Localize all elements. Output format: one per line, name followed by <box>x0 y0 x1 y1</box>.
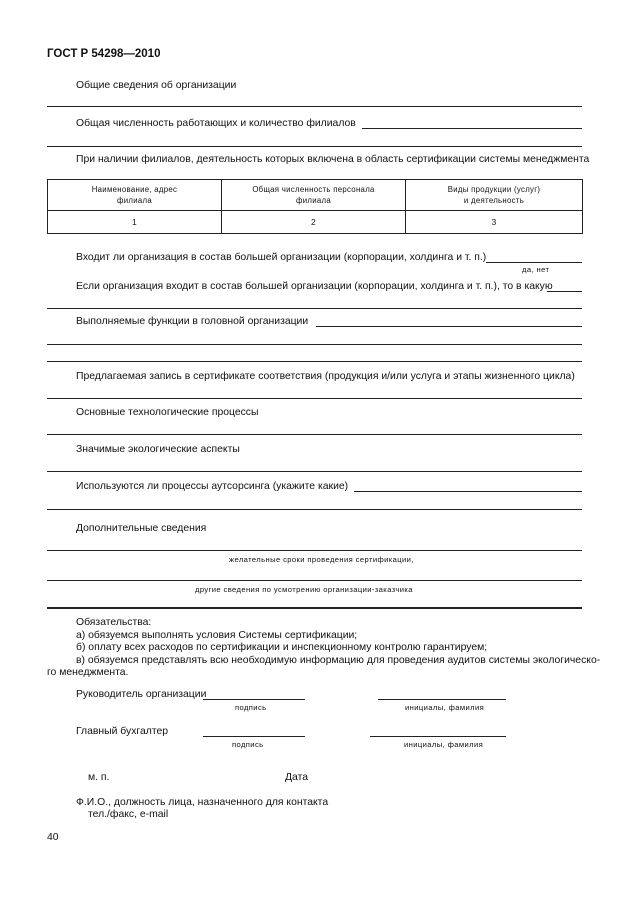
accountant-signature-line[interactable] <box>203 736 305 737</box>
employees-label: Общая численность работающих и количество филиалов <box>76 118 356 129</box>
membership-hint: да, нет <box>522 265 550 274</box>
obligation-c-line2: го менеджмента. <box>47 667 129 678</box>
contact-details-label: тел./факс, e-mail <box>88 809 169 820</box>
section-separator <box>47 607 582 609</box>
table-header-row <box>48 180 583 211</box>
membership-question: Входит ли организация в состав большей организации (корпорации, холдинга и т. п.) <box>76 252 487 263</box>
obligation-a: а) обязуемся выполнять условия Системы сертификации; <box>76 630 358 641</box>
employees-field-line[interactable] <box>362 128 582 129</box>
accountant-signature-hint: подпись <box>232 740 264 749</box>
other-info-hint: другие сведения по усмотрению организации-заказчика <box>195 585 413 594</box>
table-header-cell: Общая численность персонала филиала <box>222 180 406 211</box>
outsourcing-label: Используются ли процессы аутсорсинга (укажите какие) <box>76 481 349 492</box>
page-number: 40 <box>47 832 59 843</box>
accountant-name-line[interactable] <box>370 736 506 737</box>
processes-line[interactable] <box>47 434 582 435</box>
functions-field-line[interactable] <box>316 326 582 327</box>
branches-intro: При наличии филиалов, деятельность которых включена в область сертификации системы менеджмента <box>76 154 590 165</box>
accountant-name-hint: инициалы, фамилия <box>404 740 484 749</box>
head-signature-line[interactable] <box>203 699 305 700</box>
obligations-title: Обязательства: <box>76 617 152 628</box>
table-header-cell: Виды продукции (услуг) и деятельность <box>406 180 583 211</box>
date-label: Дата <box>285 772 309 783</box>
head-name-hint: инициалы, фамилия <box>405 703 485 712</box>
head-signature-label: Руководитель организации <box>76 689 207 700</box>
aspects-label: Значимые экологические аспекты <box>76 444 240 455</box>
functions-line-3[interactable] <box>47 361 582 362</box>
table-number-row <box>48 211 583 234</box>
membership-which: Если организация входит в состав большей организации (корпорации, холдинга и т. п.), то в какую <box>76 281 553 292</box>
outsourcing-field-line[interactable] <box>354 491 582 492</box>
table-cell[interactable]: 3 <box>406 211 583 234</box>
membership-which-field-line[interactable] <box>547 291 582 292</box>
stamp-label: м. п. <box>88 772 110 783</box>
table-cell[interactable]: 2 <box>222 211 406 234</box>
aspects-line[interactable] <box>47 471 582 472</box>
membership-which-line-2[interactable] <box>47 308 582 309</box>
outsourcing-line-2[interactable] <box>47 509 582 510</box>
head-signature-hint: подпись <box>235 703 267 712</box>
table-header-cell: Наименование, адрес филиала <box>48 180 222 211</box>
obligation-c-line1: в) обязуемся представлять всю необходимую информацию для проведения аудитов системы экологическо- <box>76 655 601 666</box>
obligation-b: б) оплату всех расходов по сертификации и инспекционному контролю гарантируем; <box>76 642 488 653</box>
cert-entry-line[interactable] <box>47 398 582 399</box>
membership-field-line[interactable] <box>486 262 582 263</box>
branches-table <box>47 179 583 234</box>
cert-entry-label: Предлагаемая запись в сертификате соответствия (продукция и/или услуга и этапы жизненного цикла) <box>76 371 575 382</box>
functions-label: Выполняемые функции в головной организации <box>76 316 309 327</box>
other-info-line[interactable] <box>47 580 582 581</box>
table-cell[interactable]: 1 <box>48 211 222 234</box>
desired-dates-line[interactable] <box>47 550 582 551</box>
desired-dates-hint: желательные сроки проведения сертификации, <box>229 555 414 564</box>
functions-line-2[interactable] <box>47 344 582 345</box>
processes-label: Основные технологические процессы <box>76 407 259 418</box>
employees-line-2[interactable] <box>47 146 582 147</box>
contact-person-label: Ф.И.О., должность лица, назначенного для контакта <box>76 797 329 808</box>
additional-label: Дополнительные сведения <box>76 523 207 534</box>
document-code: ГОСТ Р 54298—2010 <box>47 48 161 60</box>
head-name-line[interactable] <box>378 699 506 700</box>
accountant-signature-label: Главный бухгалтер <box>76 726 169 737</box>
general-info-line[interactable] <box>47 106 582 107</box>
general-info-label: Общие сведения об организации <box>76 80 237 91</box>
